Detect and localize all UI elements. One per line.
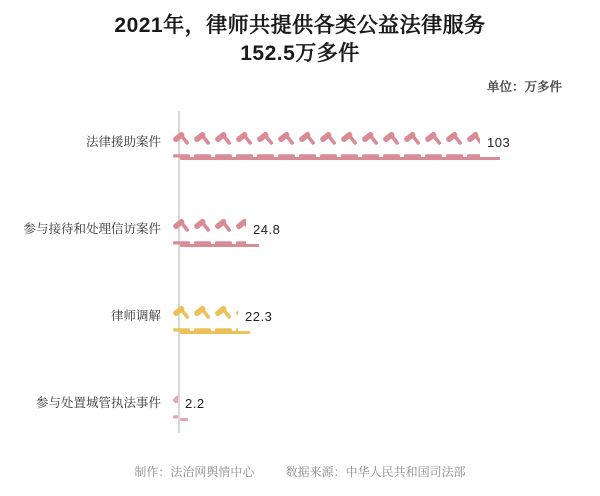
gavel-icon [213,217,234,247]
footer-producer: 制作：法治网舆情中心 [134,465,255,479]
chart-row [0,123,600,163]
row-value: 22.3 [245,309,273,325]
row-label: 法律援助案件 [85,135,161,150]
gavel-icon-partial [234,304,238,334]
chart-title [0,0,600,69]
gavel-icon [255,130,276,160]
row-label: 参与处置城管执法事件 [35,396,161,411]
gavel-icon [192,130,213,160]
chart-row [0,384,600,424]
chart-row [0,297,600,337]
footer-source: 数据来源：中华人民共和国司法部 [285,465,466,479]
chart-title-line-2: 152.5万多件 [240,42,360,66]
row-icons [171,126,480,160]
gavel-icon [360,130,381,160]
gavel-icon [318,130,339,160]
chart-title-line-1: 2021年，律师共提供各类公益法律服务 [114,14,486,37]
row-value: 2.2 [185,396,205,412]
row-icons [171,213,246,247]
row-value: 24.8 [253,222,281,238]
gavel-icon-partial [234,217,246,247]
gavel-icon [339,130,360,160]
row-label: 参与接待和处理信访案件 [23,222,161,237]
gavel-icon-partial [171,391,178,421]
gavel-icon [192,217,213,247]
chart-footer [0,463,600,480]
gavel-icon-partial [465,130,480,160]
gavel-icon [171,130,192,160]
gavel-icon [444,130,465,160]
row-icons [171,387,178,421]
unit-label: 单位：万多件 [486,79,562,94]
row-label: 律师调解 [110,309,161,324]
gavel-icon [276,130,297,160]
row-icons [171,300,238,334]
gavel-icon [402,130,423,160]
gavel-icon [213,130,234,160]
row-baseline [180,157,500,160]
gavel-icon [381,130,402,160]
gavel-icon [213,304,234,334]
gavel-icon [234,130,255,160]
row-baseline [180,418,188,421]
row-baseline [180,331,250,334]
chart-row [0,210,600,250]
gavel-icon [423,130,444,160]
gavel-icon [171,217,192,247]
gavel-icon [297,130,318,160]
row-value: 103 [487,135,511,151]
gavel-icon [192,304,213,334]
gavel-icon [171,304,192,334]
plot-area [0,105,600,435]
row-baseline [180,244,259,247]
